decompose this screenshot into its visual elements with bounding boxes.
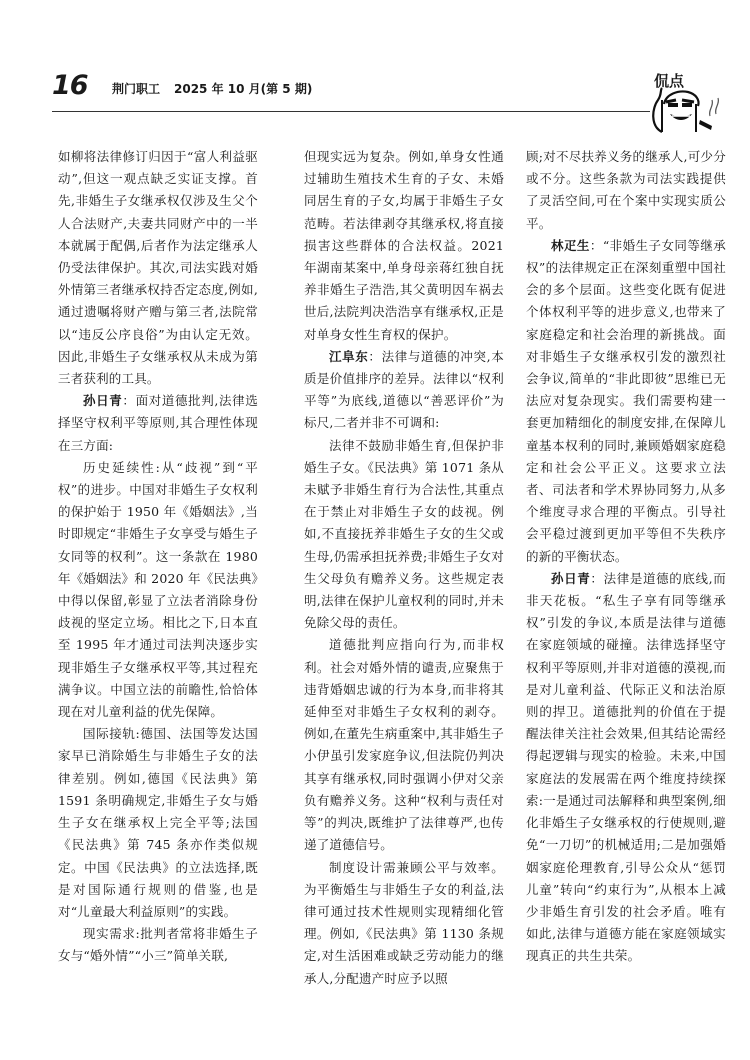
paragraph: 但现实远为复杂。例如,单身女性通过辅助生殖技术生育的子女、未婚同居生育的子女,均属于非婚生子女范畴。若法律剥夺其继承权,将直接损害这些群体的合法权益。2021 年湖南某案中,单身母亲蒋红独自抚养非婚生子浩浩,其父黄明因车祸去世后,法院判决浩浩享有继承权,正是对单身女性生育权的保护。 — [304, 149, 504, 342]
section-logo — [648, 70, 722, 136]
cartoon-face-icon — [648, 70, 722, 136]
speaker-name: 江阜东 ： — [329, 349, 382, 364]
paragraph: 现实需求:批判者常将非婚生子女与“婚外情”“小三”简单关联, — [58, 926, 258, 964]
journal-name: 荆门职工 — [112, 82, 161, 96]
speaker-name: 孙日青 ： — [83, 393, 136, 408]
paragraph: 历史延续性:从“歧视”到“平权”的进步。中国对非婚生子女权利的保护始于 1950 年《婚姻法》,当时即规定“非婚生子女享受与婚生子女同等的权利”。这一条款在 1980 年《婚姻法》和 2020 年《民法典》中得以保留,彰显了立法者消除身份歧视的坚定立场。相比之下,日本直至 1995 年才通过司法判决逐步实现非婚生子女继承权平等,其过程充满争议。中国立法的前瞻性,恰恰体现在对儿童利益的优先保障。 — [58, 459, 258, 720]
paragraph: 顾;对不尽扶养义务的继承人,可少分或不分。这些条款为司法实践提供了灵活空间,可在个案中实现实质公平。 — [526, 149, 726, 231]
paragraph — [304, 346, 504, 435]
speaker-name: 林疋生 ： — [551, 238, 603, 253]
paragraph — [58, 390, 258, 457]
paragraph — [526, 568, 726, 968]
column-1 — [58, 146, 258, 968]
paragraph: 如柳将法律修订归因于“富人利益驱动”,但这一观点缺乏实证支撑。首先,非婚生子女继承权仅涉及生父个人合法财产,夫妻共同财产中的一半本就属于配偶,后者作为法定继承人仍受法律保护。其次,司法实践对婚外情第三者继承权持否定态度,例如,通过遗嘱将财产赠与第三者,法院常以“违反公序良俗”为由认定无效。因此,非婚生子女继承权从未成为第三者获利的工具。 — [58, 149, 258, 387]
paragraph-text: 面对道德批判,法律选择坚守权利平等原则,其合理性体现在三方面: — [58, 393, 258, 453]
section-logo-text: 侃点 — [654, 72, 685, 90]
speaker-name: 孙日青 ： — [551, 571, 604, 586]
column-2 — [304, 146, 504, 990]
paragraph — [526, 235, 726, 568]
paragraph-text: “非婚生子女同等继承权”的法律规定正在深刻重塑中国社会的多个层面。这些变化既有促进个体权利平等的进步意义,也带来了家庭稳定和社会治理的新挑战。面对非婚生子女继承权引发的激烈社会争议,简单的“非此即彼”思维已无法应对复杂现实。我们需要构建一套更加精细化的制度安排,在保障儿童基本权利的同时,兼顾婚姻家庭稳定和社会公平正义。这要求立法者、司法者和学术界协同努力,从多个维度寻求合理的平衡点。引导社会平稳过渡到更加平等但不失秩序的新的平衡状态。 — [526, 237, 726, 564]
paragraph-text: 法律与道德的冲突,本质是价值排序的差异。法律以“权利平等”为底线,道德以“善恶评价”为标尺,二者并非不可调和: — [304, 348, 504, 431]
paragraph-text: 法律是道德的底线,而非天花板。“私生子享有同等继承权”引发的争议,本质是法律与道德在家庭领域的碰撞。法律选择坚守权利平等原则,并非对道德的漠视,而是对儿童利益、代际正义和法治原则的捍卫。道德批判的价值在于提醒法律关注社会效果,但其结论需经得起逻辑与现实的检验。未来,中国家庭法的发展需在两个维度持续探索:一是通过司法解释和典型案例,细化非婚生子女继承权的行使规则,避免“一刀切”的机械适用;二是加强婚姻家庭伦理教育,引导公众从“惩罚儿童”转向“约束行为”,从根本上减少非婚生育引发的社会矛盾。唯有如此,法律与道德方能在家庭领域实现真正的共生共荣。 — [526, 570, 726, 964]
paragraph: 国际接轨:德国、法国等发达国家早已消除婚生与非婚生子女的法律差别。例如,德国《民法典》第 1591 条明确规定,非婚生子女与婚生子女在继承权上完全平等;法国《民法典》第 745 条亦作类似规定。中国《民法典》的立法选择,既是对国际通行规则的借鉴,也是对“儿童最大利益原则”的实践。 — [58, 726, 258, 919]
page-header — [52, 70, 692, 101]
column-3 — [526, 146, 726, 968]
paragraph: 道德批判应指向行为,而非权利。社会对婚外情的谴责,应聚焦于违背婚姻忠诚的行为本身,而非将其延伸至对非婚生子女权利的剥夺。例如,在董先生病重案中,其非婚生子小伊虽引发家庭争议,但法院仍判决其享有继承权,同时强调小伊对父亲负有赡养义务。这种“权利与责任对等”的判决,既维护了法律尊严,也传递了道德信号。 — [304, 637, 504, 853]
header-rule — [52, 111, 650, 112]
issue-date: 2025 年 10 月(第 5 期) — [174, 82, 313, 96]
page-number: 16 — [52, 70, 88, 101]
paragraph: 法律不鼓励非婚生育,但保护非婚生子女。《民法典》第 1071 条从未赋予非婚生育行为合法性,其重点在于禁止对非婚生子女的歧视。例如,不直接抚养非婚生子女的生父或生母,仍需承担抚养费;非婚生子女对生父母负有赡养义务。这些规定表明,法律在保护儿童权利的同时,并未免除父母的责任。 — [304, 437, 504, 631]
paragraph: 制度设计需兼顾公平与效率。为平衡婚生与非婚生子女的利益,法律可通过技术性规则实现精细化管理。例如,《民法典》第 1130 条规定,对生活困难或缺乏劳动能力的继承人,分配遗产时应予以照 — [304, 859, 504, 986]
